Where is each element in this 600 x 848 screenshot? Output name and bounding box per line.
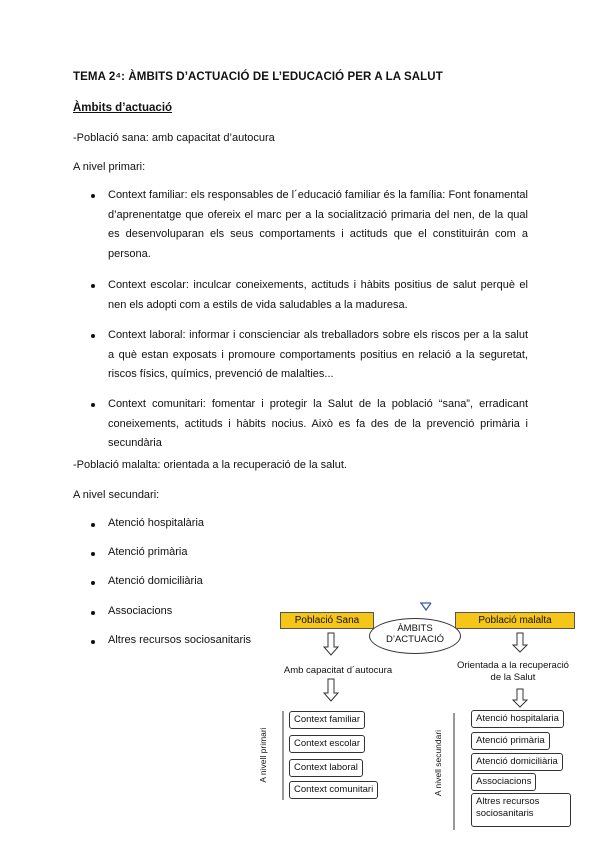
box-context-familiar: Context familiar <box>289 711 365 729</box>
section-heading: Àmbits d’actuació <box>73 102 173 114</box>
right-sub-line-1: Orientada a la recuperació <box>457 660 569 671</box>
box-atencio-hospitalaria: Atenció hospitalaria <box>471 710 564 728</box>
box-altres-line-1: Altres recursos <box>476 796 540 807</box>
vertical-label-primari: A nivell primari <box>258 727 268 783</box>
box-atencio-domiciliaria: Atenció domiciliària <box>471 753 563 771</box>
sick-population-text: -Població malalta: orientada a la recuperació de la salut. <box>73 459 347 471</box>
bullet <box>91 552 95 556</box>
bullet <box>91 334 95 338</box>
vertical-label-secundari: A nivell secundari <box>433 729 443 797</box>
box-altres-recursos <box>471 793 571 827</box>
list-item-atencio-hospitalaria: Atenció hospitalària <box>108 517 205 529</box>
bullet <box>91 640 95 644</box>
list-item-context-escolar: Context escolar: inculcar coneixements, actituds i hàbits positius de salut perquè el nen els adopti com a estils de vida saludables a la maduresa. <box>108 279 528 311</box>
bullet <box>91 523 95 527</box>
list-item-context-laboral: Context laboral: informar i conscienciar als treballadors sobre els riscos per a la salut a què estan exposats i promoure comportaments positius en relació a la seguretat, riscos físics, químics, prevenció de malalties... <box>108 329 528 380</box>
right-sub-label <box>448 660 578 684</box>
bullet <box>91 403 95 407</box>
ambits-actuacio-oval <box>369 618 461 654</box>
healthy-population-text: -Població sana: amb capacitat d’autocura <box>73 132 275 144</box>
bullet <box>91 194 95 198</box>
box-context-escolar: Context escolar <box>289 735 365 753</box>
page-title: TEMA 2⁴: ÀMBITS D’ACTUACIÓ DE L’EDUCACIÓ PER A LA SALUT <box>73 71 443 83</box>
box-context-laboral: Context laboral <box>289 759 363 777</box>
secondary-level-label: A nivel secundari: <box>73 489 160 501</box>
list-item-context-comunitari: Context comunitari: fomentar i protegir la Salut de la població “sana”, erradicant coneixements, actituds i hàbits nocius. Això es fa des de la prevenció primària i secundària <box>108 398 528 449</box>
left-sub-label: Amb capacitat d´autocura <box>283 665 393 676</box>
box-altres-line-2: sociosanitaris <box>476 808 534 819</box>
box-atencio-primaria: Atenció primària <box>471 732 550 750</box>
list-item-atencio-domiciliaria: Atenció domiciliària <box>108 575 203 587</box>
bullet <box>91 284 95 288</box>
list-item-atencio-primaria: Atenció primària <box>108 546 188 558</box>
list-item-associacions: Associacions <box>108 605 173 617</box>
bullet <box>91 611 95 615</box>
oval-line-2: D’ACTUACIÓ <box>385 634 445 645</box>
oval-line-1: ÀMBITS <box>397 623 433 634</box>
bullet <box>91 581 95 585</box>
box-associacions: Associacions <box>471 773 536 791</box>
list-item-context-familiar: Context familiar: els responsables de l´educació familiar és la família: Font fonamental d’aprenentatge que ofereix el marc per a la socialització primaria del nen, de la qual es desenvoluparan els seus comportaments i actituds que el constituirán com a persona. <box>108 189 528 260</box>
box-context-comunitari: Context comunitari <box>289 781 378 799</box>
list-item-altres-recursos: Altres recursos sociosanitaris <box>108 634 252 646</box>
primary-level-label: A nivel primari: <box>73 161 146 173</box>
header-poblacio-malalta: Població malalta <box>455 612 575 629</box>
right-sub-line-2: de la Salut <box>490 672 536 683</box>
header-poblacio-sana: Població Sana <box>280 612 374 629</box>
